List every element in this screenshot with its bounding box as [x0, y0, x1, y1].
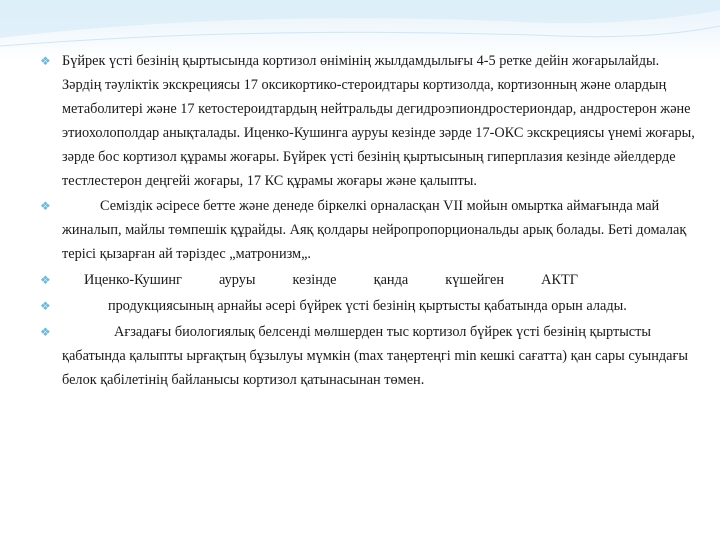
diamond-bullet-icon: ❖ — [40, 324, 51, 339]
diamond-bullet-icon: ❖ — [40, 299, 51, 314]
bullet-text-2: Семіздік әсіресе бетте және денеде біркелкі орналасқан VII мойын омыртка аймағында май жиналып, майлы төмпешік құрайды. Аяқ қолдары нейропропорциональды арық болады. Беті домалақ терісі қызарған ай тәріздес „матронизм„. — [62, 198, 687, 263]
bullet-item-2 — [38, 195, 702, 267]
bullet-item-5 — [38, 321, 702, 393]
slide-body — [38, 50, 702, 393]
word: күшейген — [445, 272, 505, 289]
bullet-text-3 — [62, 269, 578, 293]
word: Иценко-Кушинг — [84, 272, 182, 289]
bullet-item-3 — [38, 269, 702, 293]
word: кезінде — [292, 272, 337, 289]
bullet-text-1: Бүйрек үсті безінің қыртысында кортизол өнімінің жылдамдылығы 4-5 ретке дейін жоғарылайды. Зәрдің тәуліктік экскрециясы 17 оксикортико-стероидтары кортизолда, кортизонның және олардың метаболитері және 17 кетостероидтардың нейтральды дегидроэпиондростериондар, андростерон және этиохолополдар анықталады. Иценко-Кушинга ауруы кезінде зәрде 17-ОКС экскрециясы үнемі жоғары, зәрде бос кортизол құрамы жоғары. Бүйрек үсті безінің қыртысының гиперплазия кезінде әйелдерде тестлестерон деңгейі жоғары, 17 КС құрамы жоғары және қалыпты. — [62, 53, 695, 189]
word: АКТГ — [541, 272, 578, 289]
bullet-text-4: продукциясының арнайы әсері бүйрек үсті безінің қыртысты қабатында орын алады. — [108, 298, 627, 315]
word: қанда — [373, 272, 409, 289]
diamond-bullet-icon: ❖ — [40, 273, 51, 288]
bullet-text-5: Ағзадағы биологиялық белсенді мөлшерден тыс кортизол бүйрек үсті безінің қыртысты қабатында қалыпты ырғақтың бұзылуы мүмкін (max таңертеңгі min кешкі сағатта) қан сары суындағы белок қабілетінің байланысы кортизол қатынасынан төмен. — [62, 323, 688, 388]
word: ауруы — [218, 272, 256, 289]
diamond-bullet-icon: ❖ — [40, 54, 51, 68]
bullet-item-1 — [38, 50, 702, 193]
bullet-item-4 — [38, 295, 702, 319]
diamond-bullet-icon: ❖ — [40, 199, 51, 214]
